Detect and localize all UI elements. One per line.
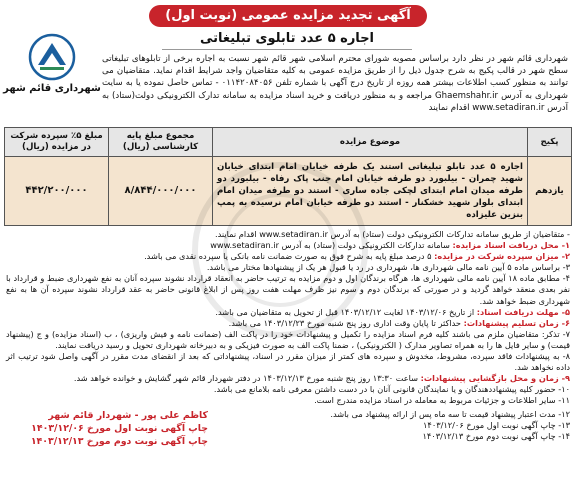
rule-item: ۶- زمان تسلیم پیشنهادات: حداکثر تا پایان وقت اداری روز پنج شنبه مورخ ۱۴۰۳/۱۲/۲۳ می باشد.: [228, 317, 570, 328]
rule-item: ۲- میزان سپرده شرکت در مزایده: ۵ درصد مبلغ پایه به شرح فوق به صورت ضمانت نامه بانکی یا سپرده نقدی می باشد.: [144, 251, 570, 262]
ad-title: آگهی تجدید مزایده عمومی (نوبت اول): [149, 5, 427, 27]
cell-subject: اجاره ۵ عدد تابلو تبلیغاتی استند یک طرفه خیابان امام ابتدای خیابان شهید چمران - بیلبورد دو طرفه خیابان امام جنب پاک رفاه - بیلبورد دو طرفه میدان امام ابتدای لچکی جاده ساری - استند دو طرفه میدان امام ابتدای بلوار شهید خشکنار - استند دو طرفه خیابان امام نرسیده به پمپ بنزین علیزاده: [213, 157, 528, 226]
rule-item: ۷- تذکر: متقاضیان ملزم می باشند کلیه فرم اسناد مزایده را تکمیل و پیشنهادات خود را در پاکت الف (ضمانت نامه و فیش واریزی) ، ب (اسناد مزایده) و ج (پیشنهاد قیمت) و سایر فایل ها را به همراه تصاویر مدارک ( الکترونیکی) ، ضمنا پاکت الف به صورت فیزیکی و به دبیرخانه شهرداری تحویل و رسید دریافت نمایند.: [6, 328, 570, 350]
rule-item: ۳- براساس ماده ۵ آیین نامه مالی شهرداری ها، شهرداری در رد یا قبول هر یک از پیشنهادها مختار می باشد.: [206, 262, 570, 273]
col-header-package: پکیج: [528, 128, 572, 157]
col-header-deposit: مبلغ ۵٪ سپرده شرکت در مزایده (ریال): [5, 128, 109, 157]
second-print-date: چاپ آگهی نوبت دوم مورخ ۱۴۰۳/۱۲/۱۳: [30, 435, 208, 447]
cell-base-price: ۸/۸۴۴/۰۰۰/۰۰۰: [109, 157, 213, 226]
auction-table: [4, 127, 572, 226]
rules-list: [4, 229, 572, 407]
header-block: [4, 29, 572, 121]
footer-rules: [232, 409, 572, 442]
col-header-subject: موضوع مزایده: [213, 128, 528, 157]
rule-item: ۴- مطابق ماده ۱۸ آیین نامه مالی شهرداری ها، هرگاه برندگان اول و دوم مزایده به ترتیب حاضر به انعقاد قرارداد نشوند سپرده آنان به نفع شهرداری ضبط و قرارداد با نفر بعدی منعقد خواهد گردید و در صورتی که برندگان دوم و سوم نیز ظرف مهلت هفت روز پس از ابلاغ قانونی حاضر به عقد قرارداد نشوند سپرده آن ها به نفع شهرداری ضبط خواهد شد.: [6, 273, 570, 306]
rule-item: ۸- به پیشنهادات فاقد سپرده، مشروط، مخدوش و سپرده های کمتر از میزان مقرر در اسناد، پیشنهاداتی که بعد از انقضای مدت مقرر در آگهی واصل شود ترتیب اثر داده نخواهد شد.: [6, 351, 570, 373]
title-banner: [4, 5, 572, 27]
rule-item: ۵- مهلت دریافت اسناد: از تاریخ ۱۴۰۳/۱۲/۰۶ لغایت ۱۴۰۳/۱۲/۱۲ قبل از تحویل به متقاضیان می باشد.: [215, 306, 570, 317]
col-header-base-price: مجموع مبلغ پایه کارشناسی (ریال): [109, 128, 213, 157]
logo: [3, 33, 101, 119]
signature-block: [8, 409, 208, 448]
rule-item: ۹- زمان و محل بازگشایی پیشنهادات: ساعت ۱۳:۳۰ روز پنج شنبه مورخ ۱۴۰۳/۱۲/۱۳ در دفتر شهردار قائم شهر گشایش و خوانده خواهد شد.: [73, 373, 570, 384]
cell-package: یازدهم: [528, 157, 572, 226]
signer-name: کاظم علی پور - شهردار قائم شهر: [48, 409, 208, 421]
cell-deposit: ۴۴۲/۲۰۰/۰۰۰: [5, 157, 109, 226]
auction-subtitle: اجاره ۵ عدد تابلوی تبلیغاتی: [162, 31, 412, 50]
rule-item: - متقاضیان از طریق سامانه تدارکات الکترونیکی دولت (ستاد) به آدرس www.setadiran.ir اقدام نمایند.: [214, 229, 570, 239]
first-print-date: چاپ آگهی نوبت اول مورخ ۱۴۰۳/۱۲/۰۶: [31, 422, 208, 434]
municipality-logo-icon: [28, 33, 76, 81]
rule-item: ۱۰- حضور کلیه پیشنهاددهندگان و یا نمایندگان قانونی آنان با در دست داشتن معرفی نامه بلامانع می باشد.: [213, 384, 570, 395]
footer: [4, 409, 572, 459]
rule-item: ۱۲- مدت اعتبار پیشنهاد قیمت تا سه ماه پس از ارائه پیشنهاد می باشد.: [330, 408, 570, 419]
rule-item: ۱۳- چاپ آگهی نوبت اول مورخ ۱۴۰۳/۱۲/۰۶: [423, 419, 570, 430]
rule-item: ۱۱- سایر اطلاعات و جزئیات مربوط به معامله در اسناد مزایده مندرج است.: [314, 395, 570, 406]
logo-text: شهرداری قائم شهر: [3, 83, 101, 94]
intro-paragraph: شهرداری قائم شهر در نظر دارد براساس مصوبه شورای محترم اسلامی شهر قائم شهر نسبت به اجاره برخی از تابلوهای تبلیغاتی سطح شهر در قالب پکیج به شرح جدول ذیل را از طریق مزایده عمومی به کلیه متقاضیان واجد شرایط اقدام نماید. متقاضیان می توانند به منظور کسب اطلاعات بیشتر همه روزه از تاریخ درج آگهی با شماره تلفن ۰۱۱۴۲۰۸۴۰۵۶ - تماس حاصل نموده یا به سایت شهرداری به آدرس Ghaemshahr.ir مراجعه و به منظور دریافت و خرید اسناد مزایده به سامانه تدارک الکترونیکی دولت(ستاد) به آدرس www.setadiran.ir اقدام نمایند: [102, 54, 568, 113]
table-header-row: [5, 128, 572, 157]
table-row: [5, 157, 572, 226]
rule-item: ۱- محل دریافت اسناد مزایده: سامانه تدارکات الکترونیکی دولت (ستاد) به آدرس www.setadiran.ir: [210, 240, 570, 251]
rule-item: ۱۴- چاپ آگهی نوبت دوم مورخ ۱۴۰۳/۱۲/۱۳: [422, 430, 570, 441]
